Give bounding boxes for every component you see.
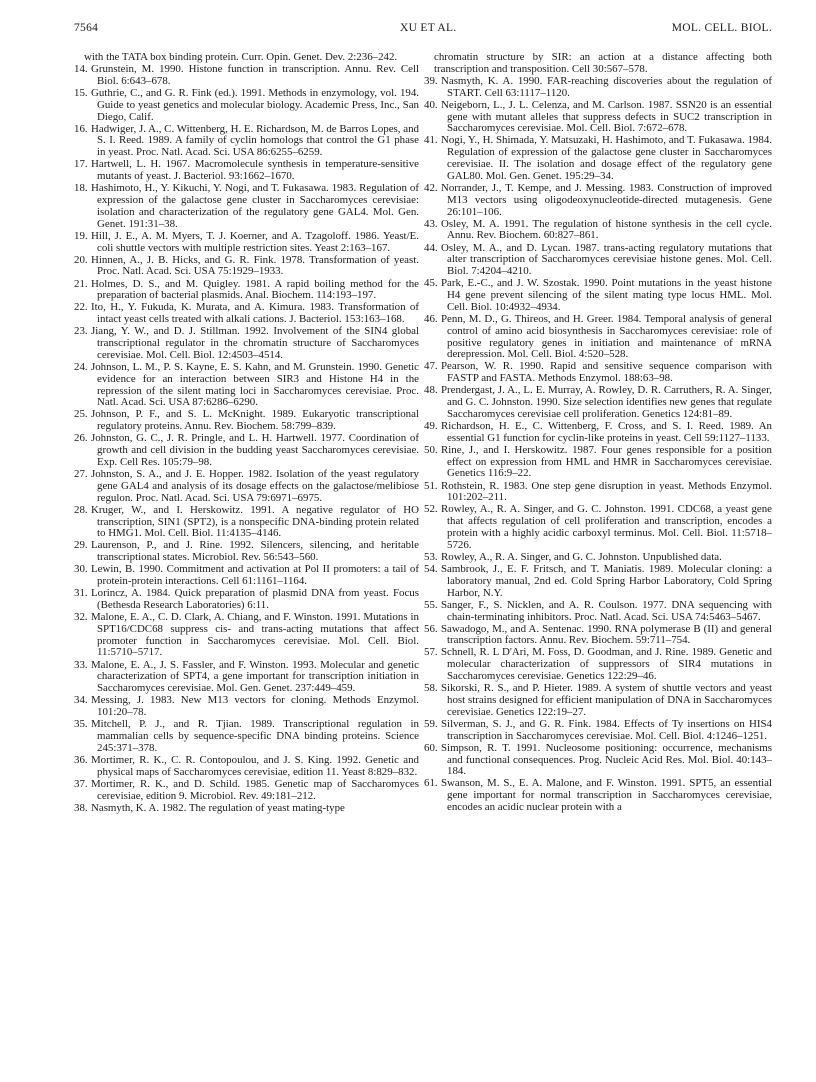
reference-entry xyxy=(74,362,419,409)
reference-text: Mortimer, R. K., and D. Schild. 1985. Genetic map of Saccharomyces cerevisiae, edition 9. Microbiol. Rev. 49:181–212. xyxy=(91,777,419,802)
reference-number: 29. xyxy=(74,539,88,552)
reference-entry xyxy=(74,64,419,88)
reference-number: 16. xyxy=(74,122,88,135)
reference-number: 59. xyxy=(424,717,438,730)
reference-entry xyxy=(74,183,419,230)
reference-text: Johnson, L. M., P. S. Kayne, E. S. Kahn, and M. Grunstein. 1990. Genetic evidence for an interaction between SIR3 and Histone H4 in the repression of the silent mating loci in Saccharomyces cerevisiae. Proc. Natl. Acad. Sci. USA 87:6286–6290. xyxy=(91,360,419,409)
reference-entry xyxy=(74,159,419,183)
reference-number: 48. xyxy=(424,384,438,397)
reference-number: 32. xyxy=(74,611,88,624)
reference-entry xyxy=(74,88,419,123)
reference-text: Sikorski, R. S., and P. Hieter. 1989. A system of shuttle vectors and yeast host strains designed for efficient manipulation of DNA in Saccharomyces cerevisiae. Genetics 122:19–27. xyxy=(441,682,772,718)
reference-entry xyxy=(74,695,419,719)
reference-number: 19. xyxy=(74,229,88,242)
reference-number: 15. xyxy=(74,86,88,99)
reference-text: Sanger, F., S. Nicklen, and A. R. Coulson. 1977. DNA sequencing with chain-terminating inhibitors. Proc. Natl. Acad. Sci. USA 74:5463–5467. xyxy=(441,598,772,623)
reference-number: 37. xyxy=(74,777,88,790)
reference-entry xyxy=(424,135,772,182)
reference-entry xyxy=(74,302,419,326)
reference-number: 17. xyxy=(74,158,88,171)
reference-entry xyxy=(74,505,419,540)
reference-text: Neigeborn, L., J. L. Celenza, and M. Carlson. 1987. SSN20 is an essential gene with mutant alleles that suppress defects in SUC2 transcription in Saccharomyces cerevisiae. Mol. Cell. Biol. 7:672–678. xyxy=(441,98,772,135)
reference-entry xyxy=(424,76,772,100)
reference-number: 52. xyxy=(424,503,438,516)
reference-entry xyxy=(74,779,419,803)
reference-number: 61. xyxy=(424,777,438,790)
reference-number: 36. xyxy=(74,753,88,766)
reference-text: Osley, M. A. 1991. The regulation of histone synthesis in the cell cycle. Annu. Rev. Biochem. 60:827–861. xyxy=(441,217,772,242)
reference-number: 21. xyxy=(74,277,88,290)
reference-text: Rine, J., and I. Herskowitz. 1987. Four genes responsible for a position effect on expression from HML and HMR in Saccharomyces cerevisiae. Genetics 116:9–22. xyxy=(441,443,772,480)
reference-text: Sambrook, J., E. F. Fritsch, and T. Maniatis. 1989. Molecular cloning: a laboratory manual, 2nd ed. Cold Spring Harbor Laboratory, Cold Spring Harbor, N.Y. xyxy=(441,563,772,599)
reference-text: Kruger, W., and I. Herskowitz. 1991. A negative regulator of HO transcription, SIN1 (SPT2), is a nonspecific DNA-binding protein related to HMG1. Mol. Cell. Biol. 11:4135–4146. xyxy=(91,503,419,540)
reference-text: Park, E.-C., and J. W. Szostak. 1990. Point mutations in the yeast histone H4 gene prevent silencing of the silent mating type locus HML. Mol. Cell. Biol. 10:4932–4934. xyxy=(441,277,772,313)
reference-entry xyxy=(74,409,419,433)
reference-entry xyxy=(74,469,419,504)
reference-entry xyxy=(74,255,419,279)
reference-entry xyxy=(424,183,772,218)
reference-text: Johnston, S. A., and J. E. Hopper. 1982. Isolation of the yeast regulatory gene GAL4 and analysis of its dosage effects on the galactose/melibiose regulon. Proc. Natl. Acad. Sci. USA 79:6971–6975. xyxy=(91,468,419,504)
reference-text: Pearson, W. R. 1990. Rapid and sensitive sequence comparison with FASTP and FASTA. Methods Enzymol. 188:63–98. xyxy=(441,360,772,385)
reference-entry xyxy=(74,755,419,779)
reference-text: Hartwell, L. H. 1967. Macromolecule synthesis in temperature-sensitive mutants of yeast. J. Bacteriol. 93:1662–1670. xyxy=(91,158,419,183)
page-header xyxy=(74,22,772,38)
reference-entry xyxy=(424,481,772,505)
reference-text: Holmes, D. S., and M. Quigley. 1981. A rapid boiling method for the preparation of bacterial plasmids. Anal. Biochem. 114:193–197. xyxy=(91,277,419,302)
reference-number: 56. xyxy=(424,622,438,635)
reference-number: 53. xyxy=(424,550,438,563)
reference-text: Johnson, P. F., and S. L. McKnight. 1989. Eukaryotic transcriptional regulatory proteins. Annu. Rev. Biochem. 58:799–839. xyxy=(91,408,419,433)
reference-number: 22. xyxy=(74,301,88,314)
reference-text: Hadwiger, J. A., C. Wittenberg, H. E. Richardson, M. de Barros Lopes, and S. I. Reed. 1989. A family of cyclin homologs that control the G1 phase in yeast. Proc. Natl. Acad. Sci. USA 86:6255–6259. xyxy=(91,122,419,159)
reference-entry xyxy=(424,624,772,648)
reference-text: Jiang, Y. W., and D. J. Stillman. 1992. Involvement of the SIN4 global transcriptional regulator in the chromatin structure of Saccharomyces cerevisiae. Mol. Cell. Biol. 12:4503–4514. xyxy=(91,325,419,361)
reference-number: 39. xyxy=(424,74,438,87)
reference-number: 49. xyxy=(424,419,438,432)
reference-list-right xyxy=(424,76,772,814)
reference-text: Mitchell, P. J., and R. Tjian. 1989. Transcriptional regulation in mammalian cells by sequence-specific DNA binding proteins. Science 245:371–378. xyxy=(91,718,419,754)
reference-number: 33. xyxy=(74,658,88,671)
reference-entry xyxy=(424,743,772,778)
reference-number: 43. xyxy=(424,217,438,230)
reference-text: Malone, E. A., J. S. Fassler, and F. Winston. 1993. Molecular and genetic characterization of SPT4, a gene important for transcription initiation in Saccharomyces cerevisiae. Mol. Gen. Genet. 237:449–459. xyxy=(91,658,419,695)
reference-number: 26. xyxy=(74,432,88,445)
reference-number: 25. xyxy=(74,408,88,421)
reference-text: Hinnen, A., J. B. Hicks, and G. R. Fink. 1978. Transformation of yeast. Proc. Natl. Acad. Sci. USA 75:1929–1933. xyxy=(91,253,419,278)
reference-entry xyxy=(424,385,772,420)
reference-number: 44. xyxy=(424,241,438,254)
reference-entry xyxy=(74,660,419,695)
reference-number: 58. xyxy=(424,682,438,695)
reference-number: 18. xyxy=(74,182,88,195)
journal-name: MOL. CELL. BIOL. xyxy=(671,22,772,34)
reference-number: 51. xyxy=(424,479,438,492)
reference-list-left xyxy=(74,64,419,814)
reference-text: Ito, H., Y. Fukuda, K. Murata, and A. Kimura. 1983. Transformation of intact yeast cells treated with alkali cations. J. Bacteriol. 153:163–168. xyxy=(91,301,419,326)
reference-entry xyxy=(424,445,772,480)
reference-text: Richardson, H. E., C. Wittenberg, F. Cross, and S. I. Reed. 1989. An essential G1 function for cyclin-like proteins in yeast. Cell 59:1127–1133. xyxy=(441,419,772,444)
reference-number: 40. xyxy=(424,98,438,111)
reference-number: 34. xyxy=(74,694,88,707)
reference-number: 30. xyxy=(74,563,88,576)
reference-entry xyxy=(424,243,772,278)
reference-entry xyxy=(424,564,772,599)
reference-entry xyxy=(74,433,419,468)
reference-entry xyxy=(424,719,772,743)
reference-text: Rothstein, R. 1983. One step gene disruption in yeast. Methods Enzymol. 101:202–211. xyxy=(441,479,772,504)
reference-number: 60. xyxy=(424,741,438,754)
reference-number: 55. xyxy=(424,598,438,611)
reference-entry xyxy=(424,504,772,551)
reference-entry xyxy=(424,219,772,243)
left-column xyxy=(74,52,419,815)
running-authors: XU ET AL. xyxy=(400,22,457,34)
reference-number: 50. xyxy=(424,443,438,456)
reference-number: 57. xyxy=(424,646,438,659)
reference-text: Hashimoto, H., Y. Kikuchi, Y. Nogi, and T. Fukasawa. 1983. Regulation of expression of the galactose gene cluster in Saccharomyces cerevisiae: isolation and characterization of the regulatory gene GAL4. Mol. Gen. Genet. 191:31–38. xyxy=(91,182,419,230)
reference-number: 46. xyxy=(424,312,438,325)
reference-number: 31. xyxy=(74,587,88,600)
reference-text: Malone, E. A., C. D. Clark, A. Chiang, and F. Winston. 1991. Mutations in SPT16/CDC68 suppress cis- and trans-acting mutations that affect promoter function in Saccharomyces cerevisiae. Mol. Cell. Biol. 11:5710–5717. xyxy=(91,611,419,659)
reference-text: Grunstein, M. 1990. Histone function in transcription. Annu. Rev. Cell Biol. 6:643–678. xyxy=(91,63,419,87)
reference-text: Swanson, M. S., E. A. Malone, and F. Winston. 1991. SPT5, an essential gene important for normal transcription in Saccharomyces cerevisiae, encodes an acidic nuclear protein with a xyxy=(441,777,772,814)
reference-number: 38. xyxy=(74,801,88,814)
reference-text: Prendergast, J. A., L. E. Murray, A. Rowley, D. R. Carruthers, R. A. Singer, and G. C. Johnston. 1990. Size selection identifies new genes that regulate Saccharomyces cerevisiae cell proliferation. Genetics 124:81–89. xyxy=(441,384,772,420)
reference-number: 47. xyxy=(424,360,438,373)
reference-number: 23. xyxy=(74,325,88,338)
reference-number: 27. xyxy=(74,468,88,481)
reference-text: Penn, M. D., G. Thireos, and H. Greer. 1984. Temporal analysis of general control of amino acid biosynthesis in Saccharomyces cerevisiae: role of positive regulatory genes in initiation and maintenance of mRNA derepression. Mol. Cell. Biol. 4:520–528. xyxy=(441,312,772,361)
reference-text: Laurenson, P., and J. Rine. 1992. Silencers, silencing, and heritable transcriptional states. Microbiol. Rev. 56:543–560. xyxy=(91,539,419,564)
reference-entry xyxy=(74,231,419,255)
reference-continuation: chromatin structure by SIR: an action at a distance affecting both transcription and transposition. Cell 30:567–578. xyxy=(434,51,772,75)
reference-entry xyxy=(74,540,419,564)
reference-entry xyxy=(74,588,419,612)
reference-text: Rowley, A., R. A. Singer, and G. C. Johnston. 1991. CDC68, a yeast gene that affects regulation of cell proliferation and transcription, encodes a protein with a highly acidic carboxyl terminus. Mol. Cell. Biol. 11:5718–5726. xyxy=(441,503,772,551)
reference-number: 28. xyxy=(74,503,88,516)
reference-entry xyxy=(424,100,772,135)
reference-entry xyxy=(424,421,772,445)
reference-text: Rowley, A., R. A. Singer, and G. C. Johnston. Unpublished data. xyxy=(441,550,722,563)
reference-number: 42. xyxy=(424,181,438,194)
reference-text: Nasmyth, K. A. 1982. The regulation of yeast mating-type xyxy=(91,801,345,814)
reference-entry xyxy=(424,778,772,813)
reference-number: 54. xyxy=(424,563,438,576)
reference-number: 24. xyxy=(74,360,88,373)
reference-text: Nasmyth, K. A. 1990. FAR-reaching discoveries about the regulation of START. Cell 63:1117–1120. xyxy=(441,74,772,99)
reference-entry xyxy=(74,719,419,754)
reference-entry xyxy=(424,600,772,624)
reference-entry xyxy=(424,278,772,313)
reference-number: 35. xyxy=(74,718,88,731)
reference-text: Lorincz, A. 1984. Quick preparation of plasmid DNA from yeast. Focus (Bethesda Research Laboratories) 6:11. xyxy=(91,587,419,611)
reference-entry xyxy=(424,361,772,385)
reference-number: 20. xyxy=(74,253,88,266)
reference-number: 41. xyxy=(424,134,438,147)
reference-continuation: with the TATA box binding protein. Curr. Opin. Genet. Dev. 2:236–242. xyxy=(84,51,398,63)
reference-text: Schnell, R. L D'Ari, M. Foss, D. Goodman, and J. Rine. 1989. Genetic and molecular characterization of suppressors of SIR4 mutations in Saccharomyces cerevisiae. Genetics 122:29–46. xyxy=(441,646,772,683)
reference-entry xyxy=(74,564,419,588)
reference-text: Mortimer, R. K., C. R. Contopoulou, and J. S. King. 1992. Genetic and physical maps of Saccharomyces cerevisiae, edition 11. Yeast 8:829–832. xyxy=(91,753,419,778)
reference-text: Messing, J. 1983. New M13 vectors for cloning. Methods Enzymol. 101:20–78. xyxy=(91,694,419,719)
reference-entry xyxy=(424,314,772,361)
reference-text: Johnston, G. C., J. R. Pringle, and L. H. Hartwell. 1977. Coordination of growth and cell division in the budding yeast Saccharomyces cerevisiae. Exp. Cell Res. 105:79–98. xyxy=(91,432,419,468)
page-number: 7564 xyxy=(74,22,99,34)
reference-text: Lewin, B. 1990. Commitment and activation at Pol II promoters: a tail of protein-protein interactions. Cell 61:1161–1164. xyxy=(91,563,419,588)
reference-entry xyxy=(74,803,419,815)
reference-number: 45. xyxy=(424,277,438,290)
reference-entry xyxy=(424,647,772,682)
reference-entry xyxy=(424,683,772,718)
reference-entry xyxy=(74,124,419,159)
reference-entry xyxy=(74,279,419,303)
reference-text: Norrander, J., T. Kempe, and J. Messing. 1983. Construction of improved M13 vectors using oligodeoxynucleotide-directed mutagenesis. Gene 26:101–106. xyxy=(441,181,772,218)
reference-text: Simpson, R. T. 1991. Nucleosome positioning: occurrence, mechanisms and functional consequences. Prog. Nucleic Acid Res. Mol. Biol. 40:143–184. xyxy=(441,741,772,778)
reference-text: Silverman, S. J., and G. R. Fink. 1984. Effects of Ty insertions on HIS4 transcription in Saccharomyces cerevisiae. Mol. Cell. Biol. 4:1246–1251. xyxy=(441,717,772,742)
reference-entry xyxy=(74,612,419,659)
reference-text: Sawadogo, M., and A. Sentenac. 1990. RNA polymerase B (II) and general transcription factors. Annu. Rev. Biochem. 59:711–754. xyxy=(441,622,772,647)
reference-number: 14. xyxy=(74,63,88,76)
reference-text: Hill, J. E., A. M. Myers, T. J. Koerner, and A. Tzagoloff. 1986. Yeast/E. coli shuttle vectors with multiple restriction sites. Yeast 2:163–167. xyxy=(91,229,419,254)
reference-entry xyxy=(74,326,419,361)
reference-text: Nogi, Y., H. Shimada, Y. Matsuzaki, H. Hashimoto, and T. Fukasawa. 1984. Regulation of expression of the galactose gene cluster in Saccharomyces cerevisiae. II. The isolation and dosage effect of the regulatory gene GAL80. Mol. Gen. Genet. 195:29–34. xyxy=(441,134,772,182)
reference-text: Guthrie, C., and G. R. Fink (ed.). 1991. Methods in enzymology, vol. 194. Guide to yeast genetics and molecular biology. Academic Press, Inc., San Diego, Calif. xyxy=(91,86,419,123)
reference-entry xyxy=(424,552,772,564)
reference-text: Osley, M. A., and D. Lycan. 1987. trans-acting regulatory mutations that alter transcription of Saccharomyces cerevisiae histone genes. Mol. Cell. Biol. 7:4204–4210. xyxy=(441,241,772,278)
right-column xyxy=(424,52,772,814)
